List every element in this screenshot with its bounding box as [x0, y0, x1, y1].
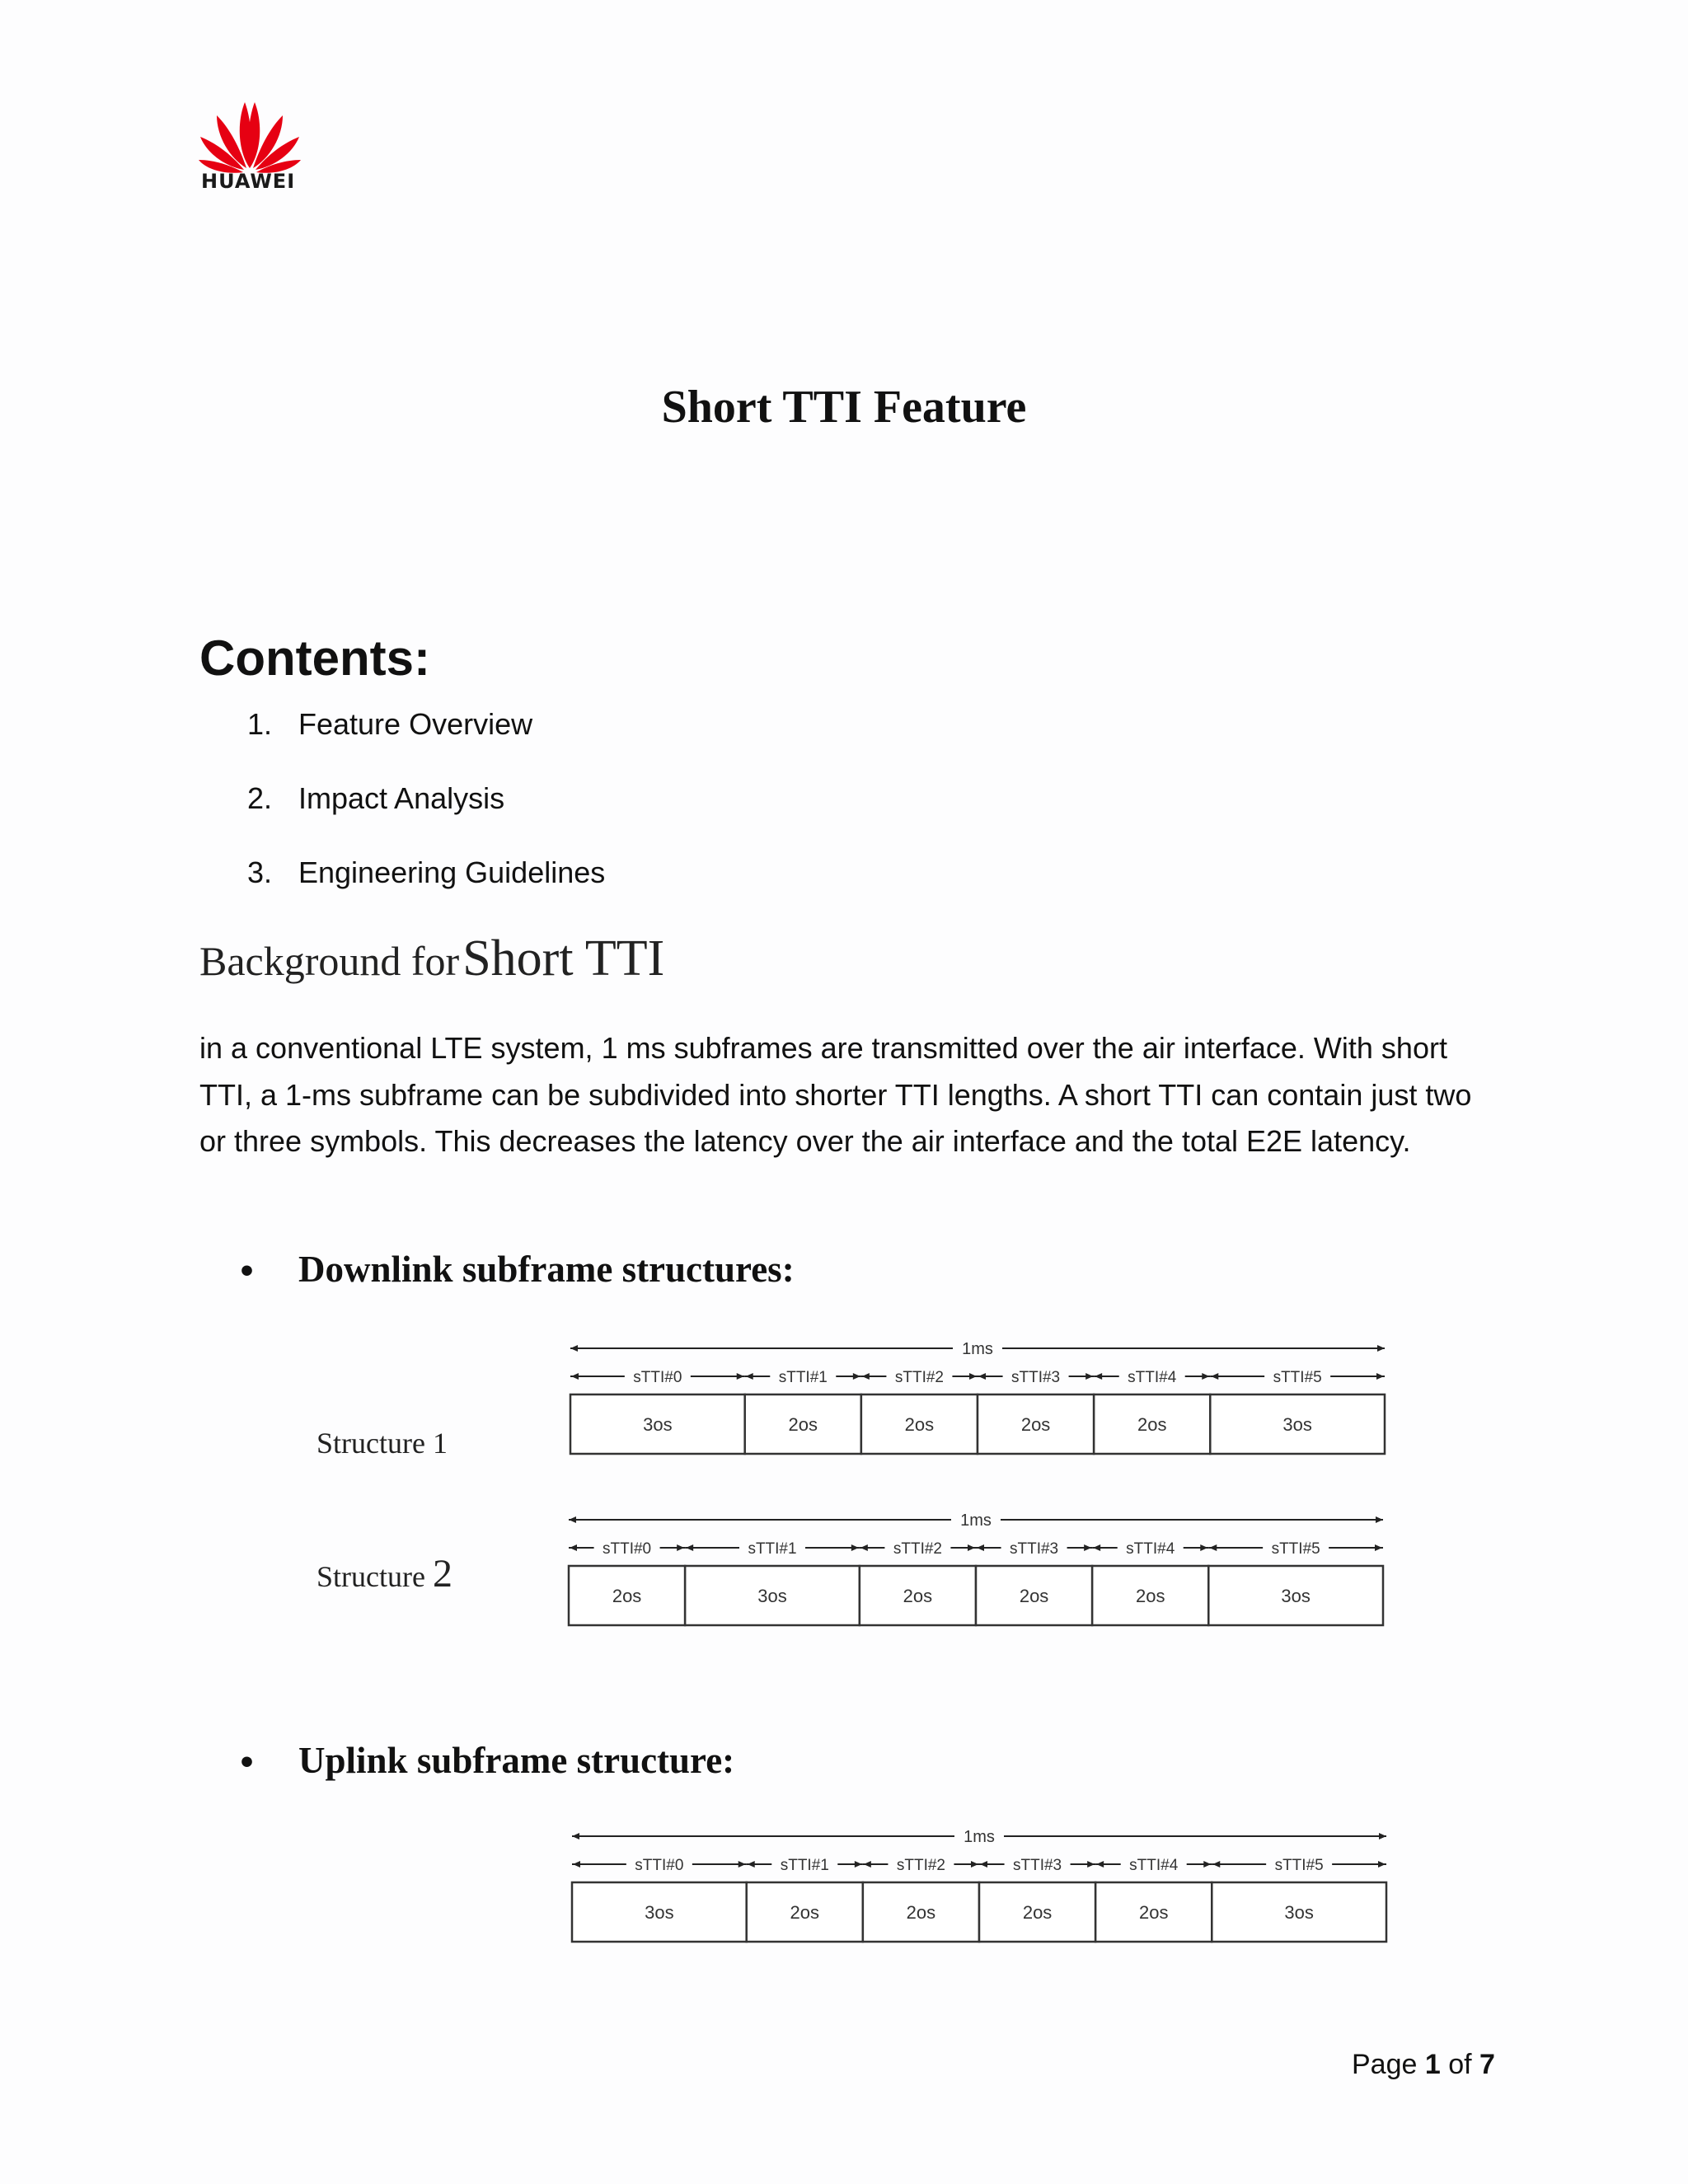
background-heading-part2: Short TTI	[462, 930, 665, 987]
arrow-left-icon	[573, 1861, 580, 1868]
structure-2-label-text: Structure	[316, 1560, 425, 1593]
stti-label: sTTI#1	[778, 1369, 828, 1386]
arrow-left-icon	[572, 1833, 579, 1840]
structure-1-number: 1	[432, 1427, 448, 1460]
symbol-count-label: 2os	[906, 1902, 936, 1923]
arrow-right-icon	[1200, 1544, 1207, 1551]
stti-label: sTTI#1	[748, 1540, 797, 1558]
structure-2-label	[316, 1551, 452, 1596]
toc-item[interactable]	[247, 781, 504, 816]
arrow-left-icon	[978, 1373, 986, 1380]
arrow-left-icon	[746, 1373, 753, 1380]
arrow-right-icon	[851, 1544, 859, 1551]
arrow-left-icon	[571, 1373, 579, 1380]
subframe-diagram-svg	[567, 1507, 1385, 1629]
arrow-right-icon	[971, 1861, 978, 1868]
stti-label: sTTI#2	[896, 1857, 945, 1874]
symbol-count-label: 3os	[1282, 1414, 1312, 1435]
structure-1-label	[316, 1426, 448, 1460]
downlink-heading: Downlink subframe structures:	[298, 1249, 795, 1290]
huawei-wordmark: HUAWEI	[201, 170, 296, 193]
symbol-count-label: 3os	[645, 1902, 674, 1923]
arrow-right-icon	[1087, 1861, 1095, 1868]
symbol-count-label: 2os	[612, 1586, 642, 1606]
subframe-diagram-svg	[569, 1335, 1386, 1457]
stti-label: sTTI#4	[1129, 1857, 1179, 1874]
arrow-right-icon	[738, 1861, 746, 1868]
arrow-left-icon	[1095, 1373, 1102, 1380]
toc-label: Feature Overview	[298, 707, 533, 741]
stti-label: sTTI#5	[1271, 1540, 1320, 1558]
toc-number: 2.	[247, 781, 273, 815]
ul-structure-diagram	[570, 1823, 1388, 1945]
stti-label: sTTI#0	[603, 1540, 652, 1558]
stti-label: sTTI#4	[1126, 1540, 1175, 1558]
arrow-left-icon	[1096, 1861, 1104, 1868]
stti-label: sTTI#5	[1274, 1857, 1324, 1874]
huawei-petals-icon	[198, 92, 302, 175]
background-paragraph: in a conventional LTE system, 1 ms subframes are transmitted over the air interface. With short TTI, a 1-ms subframe can be subdivided into shorter TTI lengths. A short TTI can contain just two or three symbols. This decreases the latency over the air interface and the total E2E latency.	[199, 1031, 1472, 1158]
arrow-right-icon	[1084, 1544, 1091, 1551]
background-heading	[199, 930, 664, 988]
bullet-icon: •	[237, 1255, 257, 1289]
symbol-count-label: 2os	[1137, 1414, 1167, 1435]
arrow-left-icon	[570, 1345, 578, 1352]
arrow-right-icon	[1376, 1373, 1384, 1380]
dl-structure-2-diagram	[567, 1507, 1385, 1629]
toc-number: 3.	[247, 855, 273, 889]
stti-label: sTTI#1	[780, 1857, 829, 1874]
symbol-count-label: 2os	[1020, 1414, 1051, 1435]
arrow-left-icon	[569, 1516, 576, 1523]
arrow-right-icon	[968, 1544, 975, 1551]
arrow-left-icon	[980, 1861, 987, 1868]
arrow-left-icon	[570, 1544, 577, 1551]
arrow-right-icon	[1202, 1373, 1209, 1380]
page-current: 1	[1424, 2049, 1441, 2080]
arrow-left-icon	[686, 1544, 693, 1551]
arrow-left-icon	[977, 1544, 984, 1551]
total-duration-label: 1ms	[960, 1511, 992, 1530]
symbol-count-label: 3os	[1284, 1902, 1314, 1923]
stti-label: sTTI#3	[1010, 1540, 1059, 1558]
arrow-right-icon	[737, 1373, 744, 1380]
document-title: Short TTI Feature	[661, 382, 1027, 433]
symbol-count-label: 2os	[904, 1414, 935, 1435]
total-duration-label: 1ms	[964, 1828, 995, 1846]
background-heading-part1: Background for	[199, 938, 460, 984]
arrow-right-icon	[969, 1373, 977, 1380]
arrow-left-icon	[1093, 1544, 1100, 1551]
toc-item[interactable]	[247, 855, 605, 890]
arrow-left-icon	[864, 1861, 871, 1868]
page-prefix: Page	[1352, 2049, 1418, 2080]
symbol-count-label: 3os	[643, 1414, 673, 1435]
page-of: of	[1448, 2049, 1472, 2080]
arrow-right-icon	[1377, 1345, 1385, 1352]
symbol-count-label: 2os	[788, 1414, 818, 1435]
symbol-count-label: 2os	[903, 1586, 933, 1606]
arrow-left-icon	[1211, 1373, 1218, 1380]
stti-label: sTTI#0	[635, 1857, 684, 1874]
uplink-heading-row	[237, 1739, 734, 1782]
symbol-count-label: 2os	[1019, 1586, 1049, 1606]
arrow-left-icon	[748, 1861, 755, 1868]
arrow-left-icon	[1209, 1544, 1217, 1551]
structure-2-number: 2	[432, 1552, 452, 1596]
toc-item[interactable]	[247, 707, 532, 742]
structure-1-label-text: Structure	[316, 1427, 425, 1460]
total-duration-label: 1ms	[962, 1340, 993, 1358]
arrow-right-icon	[853, 1373, 860, 1380]
stti-label: sTTI#3	[1011, 1369, 1061, 1386]
arrow-left-icon	[1212, 1861, 1220, 1868]
downlink-heading-row	[237, 1248, 795, 1291]
uplink-heading: Uplink subframe structure:	[298, 1740, 735, 1781]
toc-number: 1.	[247, 707, 273, 741]
arrow-right-icon	[1375, 1544, 1382, 1551]
stti-label: sTTI#4	[1128, 1369, 1177, 1386]
symbol-count-label: 2os	[790, 1902, 820, 1923]
stti-label: sTTI#5	[1273, 1369, 1322, 1386]
symbol-count-label: 2os	[1022, 1902, 1053, 1923]
stti-label: sTTI#3	[1013, 1857, 1062, 1874]
contents-heading: Contents:	[199, 630, 430, 686]
page-total: 7	[1479, 2049, 1495, 2080]
arrow-left-icon	[862, 1373, 870, 1380]
stti-label: sTTI#2	[893, 1540, 942, 1558]
arrow-right-icon	[1376, 1516, 1383, 1523]
symbol-count-label: 2os	[1138, 1902, 1169, 1923]
stti-label: sTTI#0	[633, 1369, 682, 1386]
toc-label: Impact Analysis	[298, 781, 505, 815]
arrow-left-icon	[860, 1544, 868, 1551]
arrow-right-icon	[1378, 1861, 1386, 1868]
symbol-count-label: 3os	[757, 1586, 787, 1606]
toc-label: Engineering Guidelines	[298, 855, 606, 889]
page-number	[1352, 2049, 1495, 2081]
symbol-count-label: 3os	[1281, 1586, 1311, 1606]
arrow-right-icon	[1379, 1833, 1386, 1840]
symbol-count-label: 2os	[1135, 1586, 1165, 1606]
arrow-right-icon	[1085, 1373, 1093, 1380]
dl-structure-1-diagram	[569, 1335, 1386, 1457]
stti-label: sTTI#2	[894, 1369, 944, 1386]
arrow-right-icon	[855, 1861, 862, 1868]
arrow-right-icon	[1203, 1861, 1211, 1868]
subframe-diagram-svg	[570, 1823, 1388, 1945]
arrow-right-icon	[677, 1544, 684, 1551]
bullet-icon: •	[237, 1746, 257, 1780]
